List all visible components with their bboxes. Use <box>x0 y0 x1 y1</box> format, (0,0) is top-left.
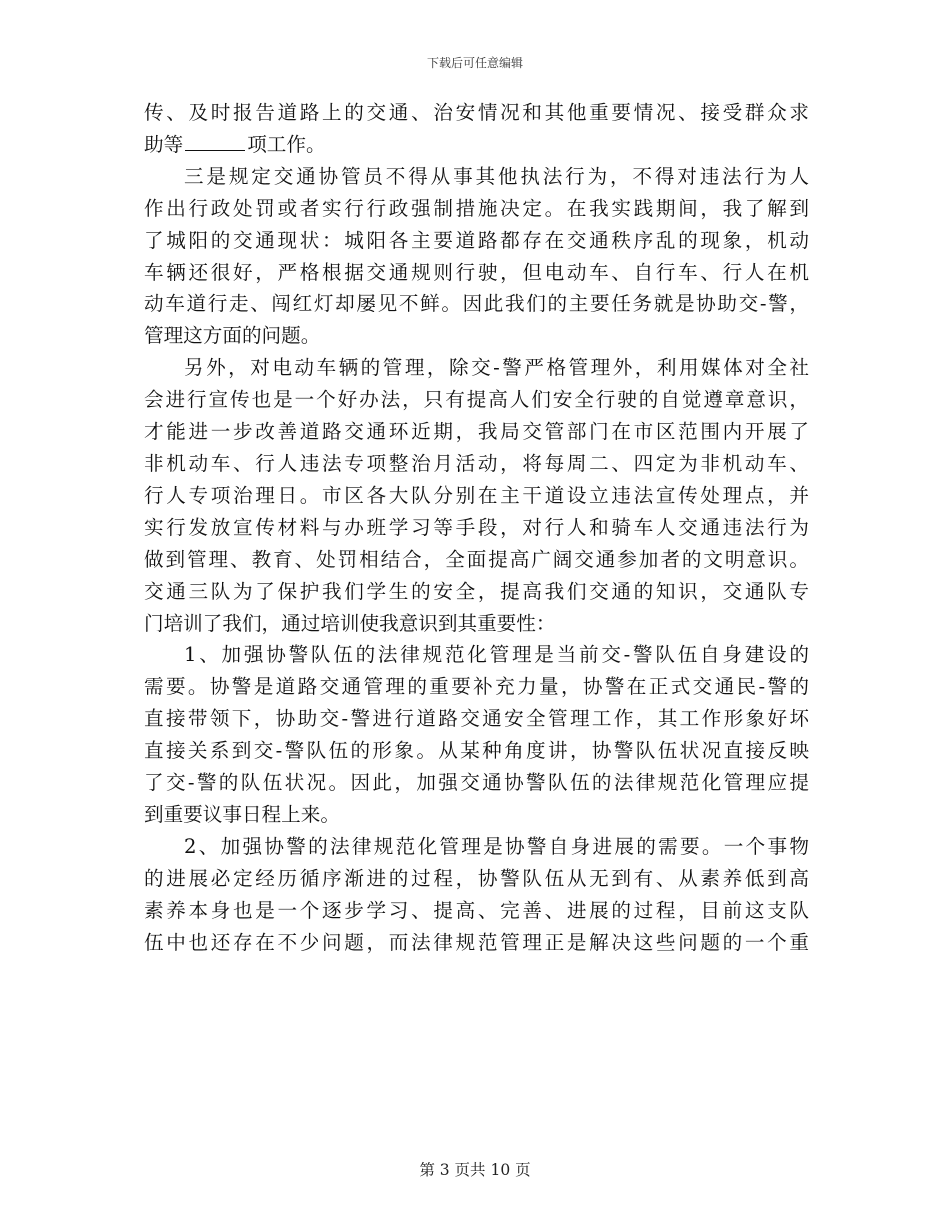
paragraph-last-line: 门培训了我们，通过培训使我意识到其重要性： <box>144 611 556 635</box>
text-line: 行人专项治理日。市区各大队分别在主干道设立违法宣传处理点，并 <box>144 483 809 507</box>
text-line: 的进展必定经历循序渐进的过程，协警队伍从无到有、从素养低到高 <box>144 866 809 890</box>
text-line: 素养本身也是一个逐步学习、提高、完善、进展的过程，目前这支队 <box>144 898 809 922</box>
text-line: 作出行政处罚或者实行行政强制措施决定。在我实践期间，我了解到 <box>144 196 809 220</box>
text-line: 伍中也还存在不少问题，而法律规范管理正是解决这些问题的一个重 <box>144 930 809 954</box>
text-line: 会进行宣传也是一个好办法，只有提高人们安全行驶的自觉遵章意识， <box>144 388 809 412</box>
text-line: 直接带领下，协助交-警进行道路交通安全管理工作，其工作形象好坏 <box>144 707 809 731</box>
page-header: 下载后可任意编辑 <box>426 56 523 70</box>
text-line: 了城阳的交通现状：城阳各主要道路都存在交通秩序乱的现象，机动 <box>144 228 809 252</box>
text-line: 需要。协警是道路交通管理的重要补充力量，协警在正式交通民-警的 <box>144 675 809 699</box>
text-line: 了交-警的队伍状况。因此，加强交通协警队伍的法律规范化管理应提 <box>144 771 809 795</box>
paragraph-first-line: 另外，对电动车辆的管理，除交-警严格管理外，利用媒体对全社 <box>184 356 809 380</box>
fill-in-blank <box>185 130 245 151</box>
page-footer: 第 3 页共 10 页 <box>419 1161 531 1179</box>
text-line: 才能进一步改善道路交通环近期，我局交管部门在市区范围内开展了 <box>144 420 809 444</box>
paragraph-first-line: 三是规定交通协管员不得从事其他执法行为，不得对违法行为人 <box>184 164 809 188</box>
text-line: 交通三队为了保护我们学生的安全，提高我们交通的知识，交通队专 <box>144 579 809 603</box>
text-line: 直接关系到交-警队伍的形象。从某种角度讲，协警队伍状况直接反映 <box>144 739 809 763</box>
text-line: 实行发放宣传材料与办班学习等手段，对行人和骑车人交通违法行为 <box>144 515 809 539</box>
paragraph-last-line: 管理这方面的问题。 <box>144 324 321 348</box>
text-fragment: 项工作。 <box>247 132 326 156</box>
paragraph-last-line: 到重要议事日程上来。 <box>144 802 340 826</box>
text-line: 非机动车、行人违法专项整治月活动，将每周二、四定为非机动车、 <box>144 451 809 475</box>
text-line: 做到管理、教育、处罚相结合，全面提高广阔交通参加者的文明意识。 <box>144 547 809 571</box>
paragraph-first-line: 2、加强协警的法律规范化管理是协警自身进展的需要。一个事物 <box>184 834 809 858</box>
text-line-with-blank <box>144 129 809 161</box>
body-text <box>144 97 809 958</box>
paragraph-first-line: 1、加强协警队伍的法律规范化管理是当前交-警队伍自身建设的 <box>184 643 809 667</box>
text-line: 车辆还很好，严格根据交通规则行驶，但电动车、自行车、行人在机 <box>144 260 809 284</box>
text-fragment: 助等 <box>144 132 184 156</box>
text-line: 动车道行走、闯红灯却屡见不鲜。因此我们的主要任务就是协助交-警， <box>144 292 809 316</box>
text-line: 传、及时报告道路上的交通、治安情况和其他重要情况、接受群众求 <box>144 101 809 124</box>
